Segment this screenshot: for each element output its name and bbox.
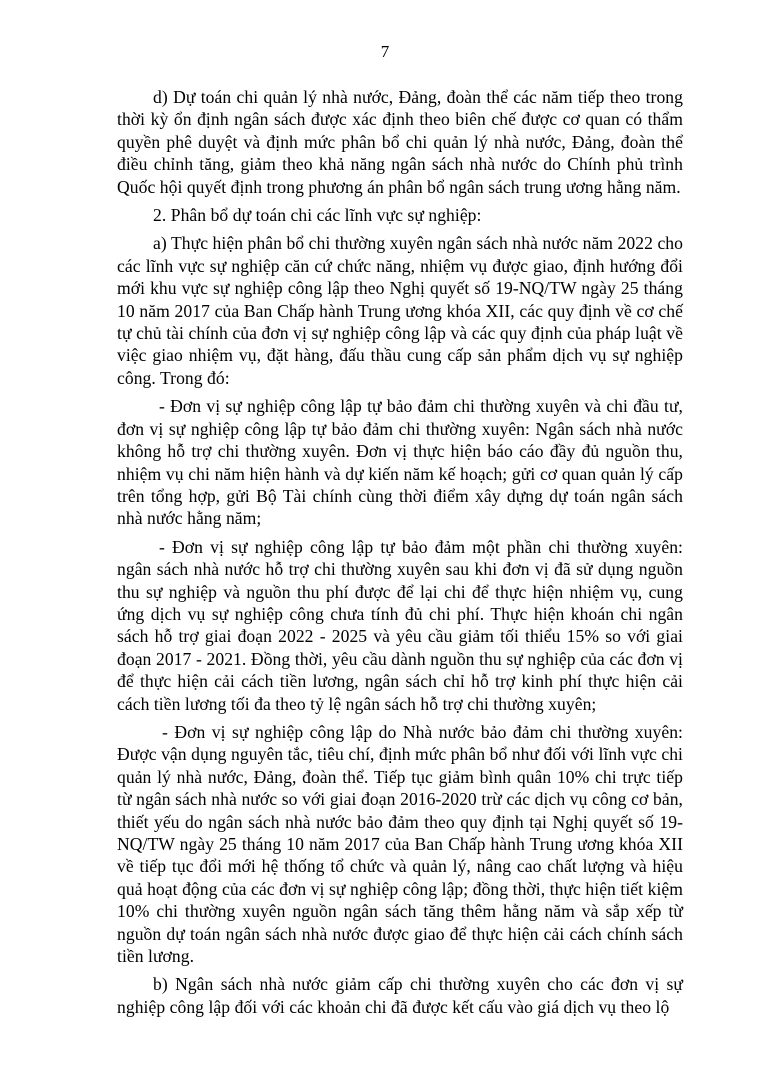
paragraph-b-reduced-funding: b) Ngân sách nhà nước giảm cấp chi thường xuyên cho các đơn vị sự nghiệp công lập đối với các khoản chi đã được kết cấu vào giá dịch vụ theo lộ [117,974,683,1017]
paragraph-d-estimate-management: d) Dự toán chi quản lý nhà nước, Đảng, đoàn thể các năm tiếp theo trong thời kỳ ổn định ngân sách được xác định theo biên chế được cơ quan có thẩm quyền phê duyệt và định mức phân bổ chi quản lý nhà nước, Đảng, đoàn thể điều chỉnh tăng, giảm theo khả năng ngân sách nhà nước do Chính phủ trình Quốc hội quyết định trong phương án phân bổ ngân sách trung ương hằng năm. [117,87,683,197]
bullet-self-financed-units: - Đơn vị sự nghiệp công lập tự bảo đảm chi thường xuyên và chi đầu tư, đơn vị sự nghiệp công lập tự bảo đảm chi thường xuyên: Ngân sách nhà nước không hỗ trợ chi thường xuyên. Đơn vị thực hiện báo cáo đầy đủ nguồn thu, nhiệm vụ chi năm hiện hành và dự kiến năm kế hoạch; gửi cơ quan quản lý cấp trên tổng hợp, gửi Bộ Tài chính cùng thời điểm xây dựng dự toán ngân sách nhà nước hằng năm; [117,396,683,529]
bullet-partially-financed-units: - Đơn vị sự nghiệp công lập tự bảo đảm một phần chi thường xuyên: ngân sách nhà nước hỗ trợ chi thường xuyên sau khi đơn vị đã sử dụng nguồn thu sự nghiệp và nguồn thu phí được để lại chi để thực hiện nhiệm vụ, cung ứng dịch vụ sự nghiệp công chưa tính đủ chi phí. Thực hiện khoán chi ngân sách hỗ trợ giai đoạn 2022 - 2025 và yêu cầu giảm tối thiểu 15% so với giai đoạn 2017 - 2021. Đồng thời, yêu cầu dành nguồn thu sự nghiệp của các đơn vị để thực hiện cải cách tiền lương, ngân sách chỉ hỗ trợ kinh phí thực hiện cải cách tiền lương tối đa theo tỷ lệ ngân sách hỗ trợ chi thường xuyên; [117,536,683,714]
section-heading-allocation: 2. Phân bổ dự toán chi các lĩnh vực sự nghiệp: [153,205,482,226]
document-body [117,86,683,1024]
paragraph-a-recurrent-allocation: a) Thực hiện phân bổ chi thường xuyên ngân sách nhà nước năm 2022 cho các lĩnh vực sự nghiệp căn cứ chức năng, nhiệm vụ được giao, định hướng đổi mới khu vực sự nghiệp công lập theo Nghị quyết số 19-NQ/TW ngày 25 tháng 10 năm 2017 của Ban Chấp hành Trung ương khóa XII, các quy định về cơ chế tự chủ tài chính của đơn vị sự nghiệp công lập và các quy định của pháp luật về việc giao nhiệm vụ, đặt hàng, đấu thầu cung cấp sản phẩm dịch vụ sự nghiệp công. Trong đó: [117,233,683,388]
bullet-state-financed-units: - Đơn vị sự nghiệp công lập do Nhà nước bảo đảm chi thường xuyên: Được vận dụng nguyên tắc, tiêu chí, định mức phân bổ như đối với lĩnh vực chi quản lý nhà nước, Đảng, đoàn thể. Tiếp tục giảm bình quân 10% chi trực tiếp từ ngân sách nhà nước so với giai đoạn 2016-2020 trừ các dịch vụ công cơ bản, thiết yếu do ngân sách nhà nước bảo đảm theo quy định tại Nghị quyết số 19-NQ/TW ngày 25 tháng 10 năm 2017 của Ban Chấp hành Trung ương khóa XII về tiếp tục đổi mới hệ thống tổ chức và quản lý, nâng cao chất lượng và hiệu quả hoạt động của các đơn vị sự nghiệp công lập; đồng thời, thực hiện tiết kiệm 10% chi thường xuyên nguồn ngân sách tăng thêm hằng năm và sắp xếp từ nguồn dự toán ngân sách nhà nước được giao để thực hiện cải cách chính sách tiền lương. [117,721,683,967]
page-number: 7 [380,42,390,61]
